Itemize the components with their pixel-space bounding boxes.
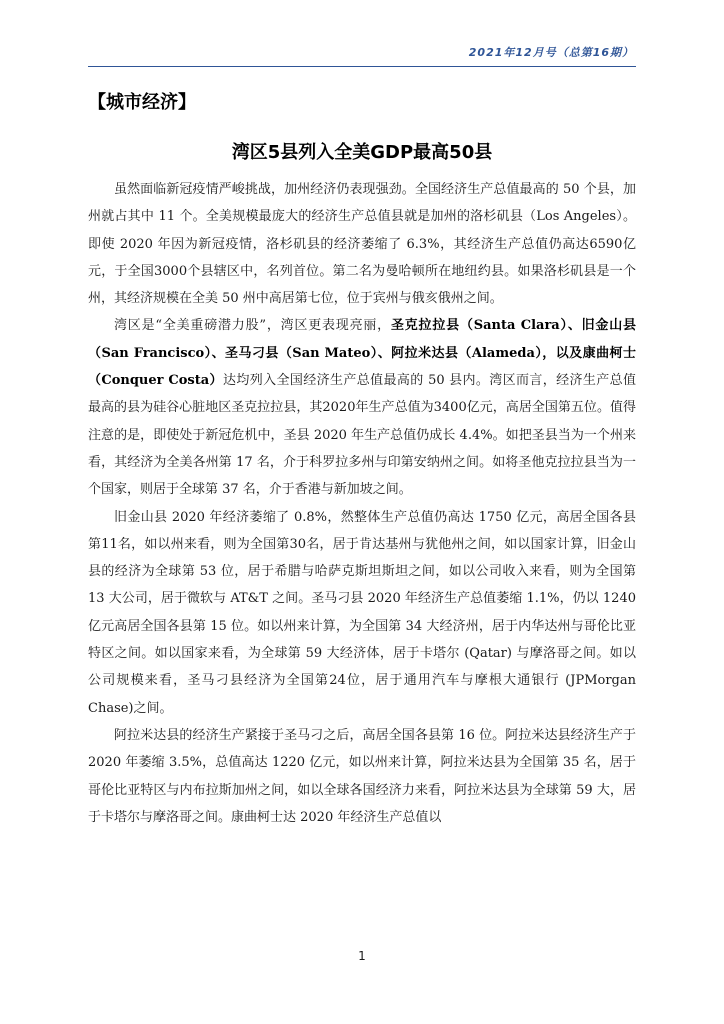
page-number: 1 xyxy=(358,949,366,963)
paragraph-2-prefix: 湾区是“全美重磅潜力股”，湾区更表现亮丽， xyxy=(114,318,391,334)
paragraph-1: 虽然面临新冠疫情严峻挑战，加州经济仍表现强劲。全国经济生产总值最高的 50 个县，加州就占其中 11 个。全美规模最庞大的经济生产总值县就是加州的洛杉矶县（Los Angeles）。即使 2020 年因为新冠疫情，洛杉矶县的经济萎缩了 6.3%，其经济生产总值仍高达6590亿元，于全国3000个县辖区中，名列首位。第二名为曼哈顿所在地纽约县。如果洛杉矶县是一个州，其经济规模在全美 50 州中高居第七位，位于宾州与俄亥俄州之间。 xyxy=(88,182,636,307)
paragraph-4: 阿拉米达县的经济生产紧接于圣马刁之后，高居全国各县第 16 位。阿拉米达县经济生产于 2020 年萎缩 3.5%，总值高达 1220 亿元，如以州来计算，阿拉米达县为全国第 35 名，居于哥伦比亚特区与内布拉斯加州之间，如以全球各国经济力来看，阿拉米达县为全球第 59 大，居于卡塔尔与摩洛哥之间。康曲柯士达 2020 年经济生产总值以 xyxy=(88,727,636,825)
paragraph-2 xyxy=(88,312,636,503)
section-label: 【城市经济】 xyxy=(88,92,196,113)
paragraph-2-counties: 圣克拉拉县（Santa Clara）、旧金山县（San Francisco）、圣马刁县（San Mateo）、阿拉米达县（Alameda），以及康曲柯士（Conquer Costa） xyxy=(88,318,636,389)
header-rule xyxy=(88,66,636,67)
article-title: 湾区5县列入全美GDP最高50县 xyxy=(231,142,493,163)
issue-header: 2021年12月号（总第16期） xyxy=(468,46,634,59)
paragraph-2-suffix: 达均列入全国经济生产总值最高的 50 县内。湾区而言，经济生产总值最高的县为硅谷心脏地区圣克拉拉县，其2020年生产总值为3400亿元，高居全国第五位。值得注意的是，即使处于新冠危机中，圣县 2020 年生产总值仍成长 4.4%。如把圣县当为一个州来看，其经济为全美各州第 17 名，介于科罗拉多州与印第安纳州之间。如将圣他克拉拉县当为一个国家，则居于全球第 37 名，介于香港与新加坡之间。 xyxy=(88,373,637,498)
article-body xyxy=(88,176,636,831)
paragraph-3: 旧金山县 2020 年经济萎缩了 0.8%，然整体生产总值仍高达 1750 亿元，高居全国各县第11名，如以州来看，则为全国第30名，居于肯达基州与犹他州之间，如以国家计算，旧金山县的经济为全球第 53 位，居于希腊与哈萨克斯坦斯坦之间，如以公司收入来看，则为全国第 13 大公司，居于微软与 AT&T 之间。圣马刁县 2020 年经济生产总值萎缩 1.1%，仍以 1240 亿元高居全国各县第 15 位。如以州来计算，为全国第 34 大经济州，居于内华达州与哥伦比亚特区之间。如以国家来看，为全球第 59 大经济体，居于卡塔尔 (Qatar) 与摩洛哥之间。如以公司规模来看，圣马刁县经济为全国第24位，居于通用汽车与摩根大通银行 (JPMorgan Chase)之间。 xyxy=(88,509,636,716)
